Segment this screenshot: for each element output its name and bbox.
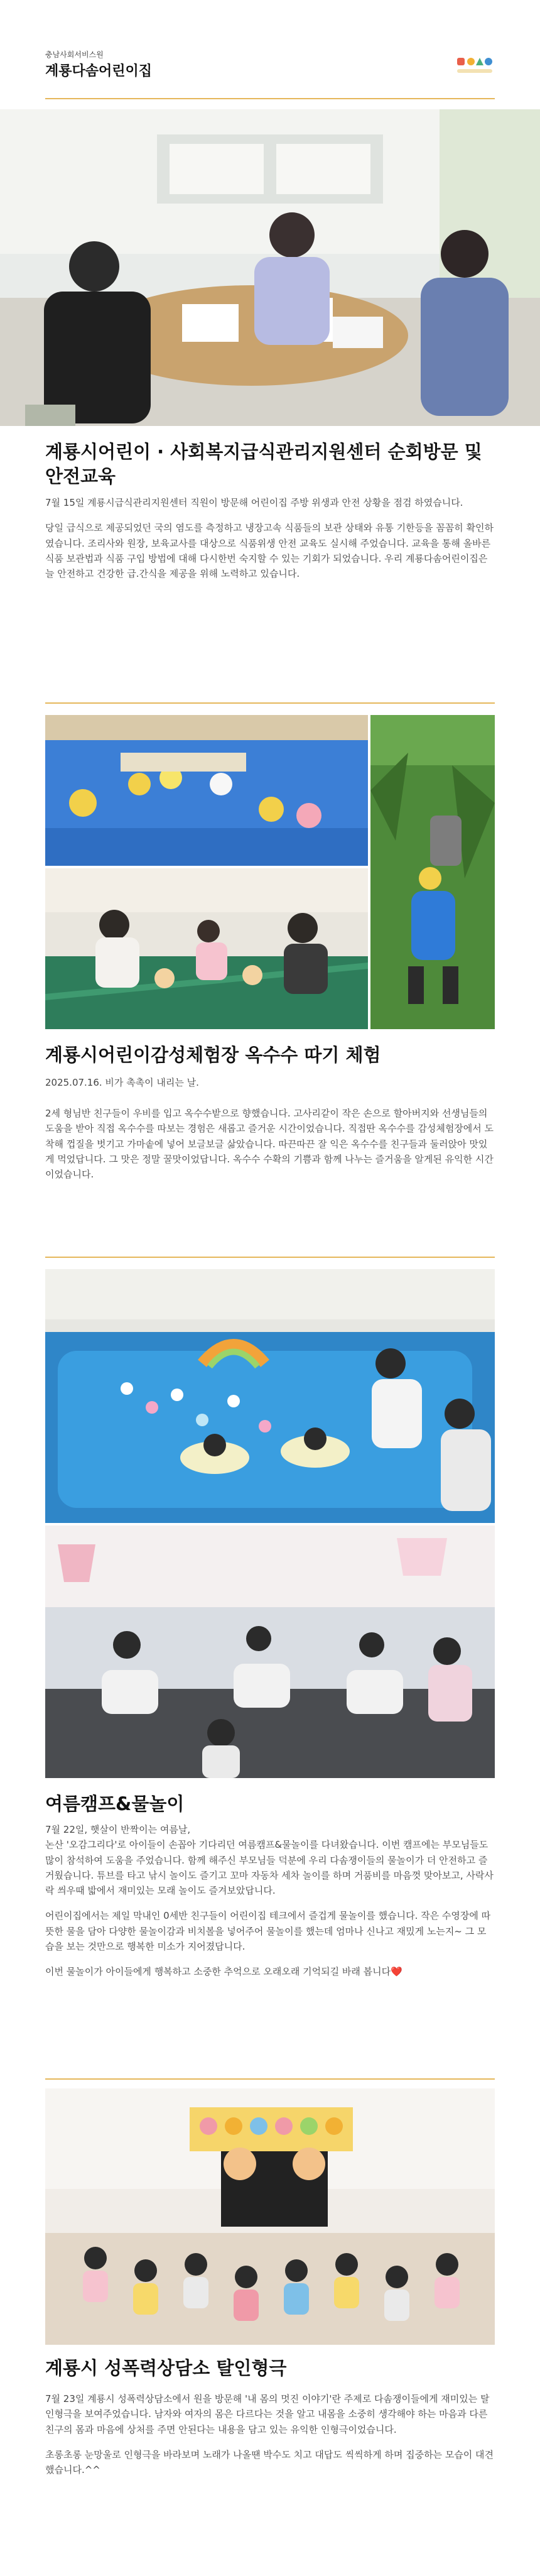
article-2-photo-corn-field bbox=[370, 715, 495, 1029]
article-3-paragraph: 이번 물놀이가 아이들에게 행복하고 소중한 추억으로 오래오래 기억되길 바래 봅니다❤️ bbox=[45, 1966, 402, 1978]
article-3-body bbox=[45, 1822, 495, 1990]
article-1-paragraph: 7월 15일 계룡시급식관리지원센터 직원이 방문해 어린이집 주방 위생과 안전 상황을 점검 하였습니다. bbox=[45, 497, 463, 508]
section-divider bbox=[45, 702, 495, 704]
section-divider bbox=[45, 2078, 495, 2080]
article-3-photo-pool bbox=[45, 1269, 495, 1523]
article-2-paragraph: 2세 형님반 친구들이 우비를 입고 옥수수밭으로 향했습니다. 고사리같이 작은 손으로 할아버지와 선생님들의 도움을 받아 직접 옥수수를 따보는 경험은 새롭고 즐거운 시간이었습니다. 직접딴 옥수수를 감성체험장에서 도착해 껍질을 벗기고 가마솥에 넣어 보글보글 삶았습니다. 따끈따끈 잘 익은 옥수수를 친구들과 둘러앉아 맛있게 먹었답니다. 그 맛은 정말 꿀맛이었답니다. 옥수수 수확의 기쁨과 함께 나누는 즐거움을 알게된 유익한 시간이었습니다. bbox=[45, 1108, 494, 1181]
article-4-title: 계룡시 성폭력상담소 탈인형극 bbox=[45, 2357, 287, 2379]
article-1-title: 계룡시어린이 · 사회복지급식관리지원센터 순회방문 및 안전교육 bbox=[45, 441, 482, 488]
organization-parent: 충남사회서비스원 bbox=[45, 50, 104, 59]
header-divider bbox=[45, 98, 495, 99]
article-2-title: 계룡시어린이감성체험장 옥수수 따기 체험 bbox=[45, 1044, 381, 1066]
daycare-logo bbox=[455, 55, 495, 77]
organization-name: 계룡다솜어린이집 bbox=[45, 63, 153, 79]
article-2-photo-2 bbox=[45, 868, 368, 1029]
article-2-photo-1 bbox=[45, 715, 368, 866]
article-2-body bbox=[45, 1106, 495, 1192]
article-3-title: 여름캠프&물놀이 bbox=[45, 1793, 185, 1815]
article-3-paragraph: 7월 22일, 햇살이 반짝이는 여름날, 논산 '오감그리다'로 아이들이 손꼽아 기다리던 여름캠프&물놀이를 다녀왔습니다. 이번 캠프에는 부모님들도 많이 참석하여 도움을 주었습니다. 함께 해주신 부모님들 덕분에 우리 다솜쟁이들의 물놀이가 더 안전하고 즐거웠습니다. 튜브를 타고 낚시 놀이도 즐기고 꼬마 자동차 세차 놀이를 하며 거품비를 마음껏 맞아보고, 사락사락 씌우때 밟에서 재미있는 모래 놀이도 즐겨보았답니다. bbox=[45, 1824, 494, 1897]
article-3-paragraph: 어린이집에서는 제일 막내인 0세반 친구들이 어린이집 테크에서 즐겁게 물놀이를 했습니다. 작은 수영장에 따뜻한 물을 담아 다양한 물놀이감과 비치볼을 넣어주어 물놀이를 했는데 엄마나 신나고 재밌게 노는지~ 그 모습을 보는 것만으로 행복한 미소가 지어졌답니다. bbox=[45, 1910, 491, 1953]
article-4-body bbox=[45, 2391, 495, 2487]
article-4-photo-puppet-show bbox=[45, 2088, 495, 2345]
section-divider bbox=[45, 1257, 495, 1258]
article-1-paragraph: 당일 급식으로 제공되었던 국의 염도를 측정하고 냉장고속 식품들의 보관 상태와 유통 기한등을 꼼꼼히 확인하였습니다. 조리사와 원장, 보육교사를 대상으로 식품위생 안전 교육도 실시해 주었습니다. 교육을 통해 올바른 식품 보관법과 식품 구입 방법에 대해 다시한번 숙지할 수 있는 기회가 되었습니다. 우리 계룡다솜어린이집은 늘 안전하고 건강한 급.간식을 제공을 위해 노력하고 있습니다. bbox=[45, 522, 494, 580]
article-1-photo bbox=[0, 109, 540, 426]
article-4-paragraph: 7월 23일 계룡시 성폭력상담소에서 원을 방문해 '내 몸의 멋진 이야기'란 주제로 다솜쟁이들에게 재미있는 탈인형극을 보여주었습니다. 남자와 여자의 몸은 다르다는 것을 알고 내몸을 소중히 생각해야 하는 마음과 다른 친구의 몸과 마음에 상처를 주면 안된다는 내용을 담고 있는 유익한 인형극이었습니다. bbox=[45, 2393, 490, 2435]
article-3-photo-car-wash bbox=[45, 1525, 495, 1778]
page-header bbox=[0, 0, 540, 101]
article-2-date: 2025.07.16. 비가 촉촉이 내리는 날. bbox=[45, 1077, 199, 1088]
article-4-paragraph: 초롱초롱 눈망울로 인형극을 바라보며 노래가 나올땐 박수도 치고 대답도 씩씩하게 하며 집중하는 모습이 대견했습니다.^^ bbox=[45, 2448, 494, 2476]
article-1-body bbox=[45, 495, 495, 591]
